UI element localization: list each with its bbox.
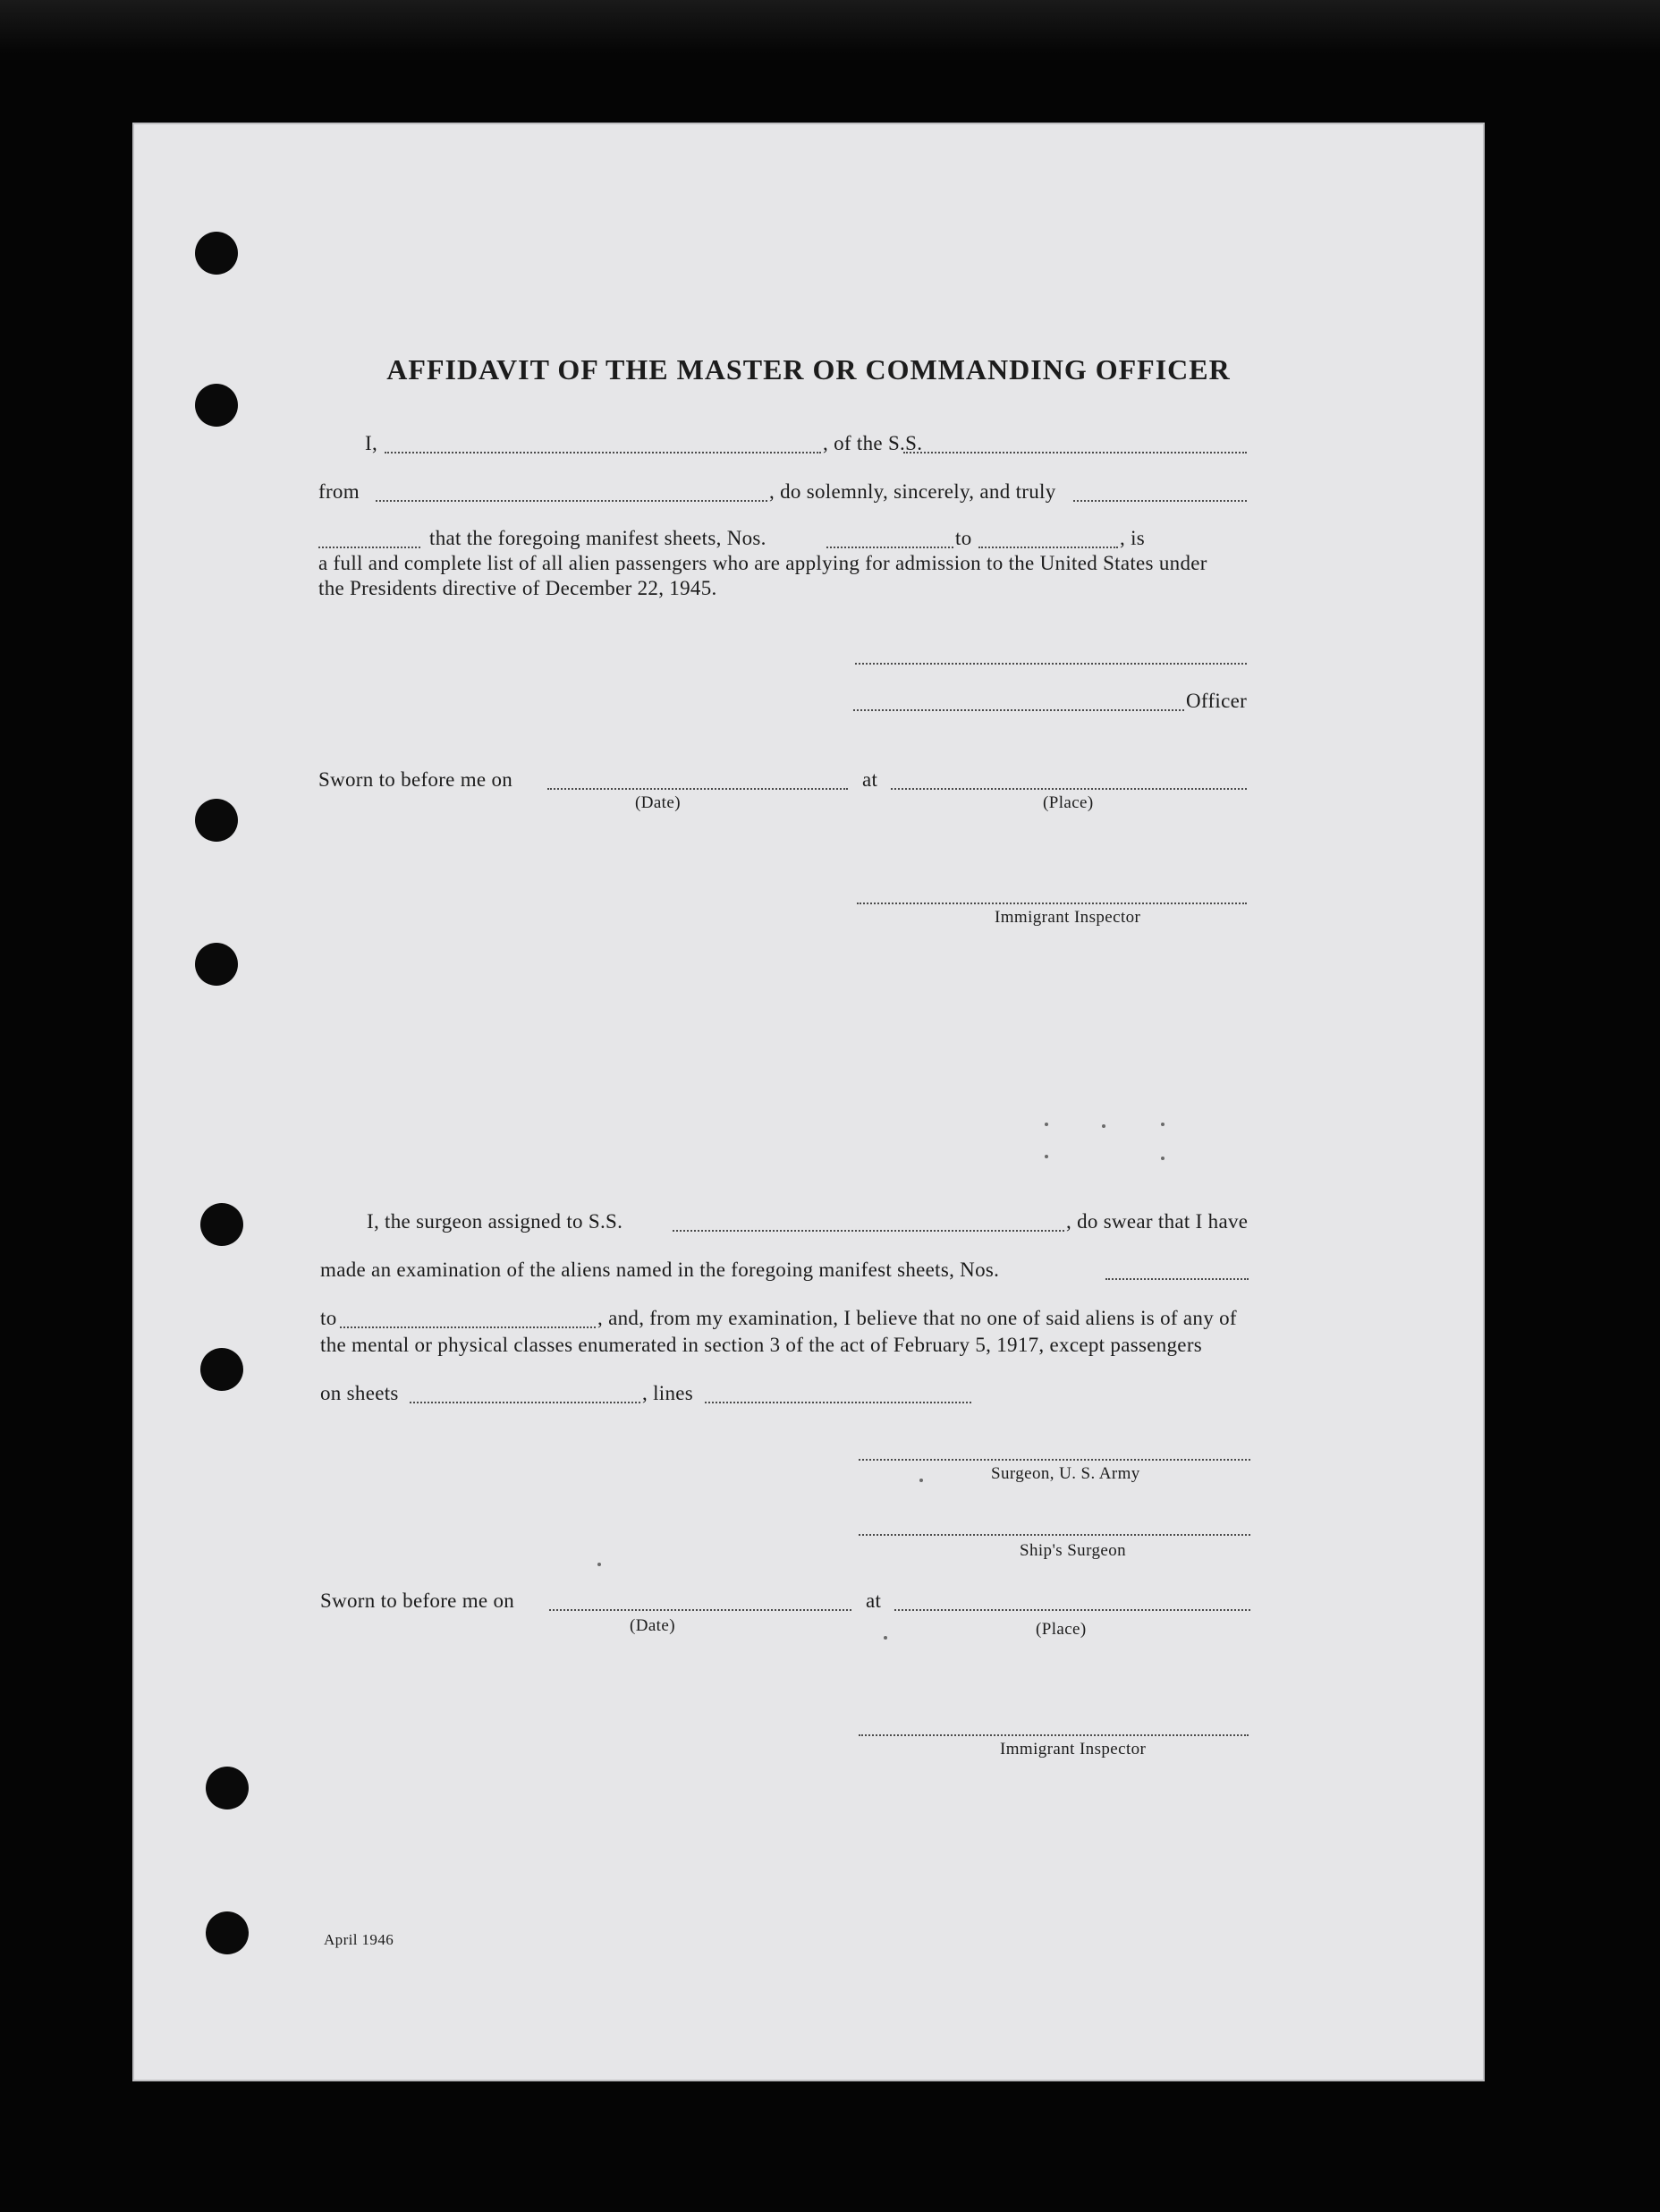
inspector-signature-field[interactable] [859,1734,1249,1736]
sworn-place-field[interactable] [891,788,1247,790]
place-caption: (Place) [1036,1620,1087,1639]
master-oath-field[interactable] [1073,500,1247,502]
surgeon-line: , do swear that I have [1066,1210,1249,1233]
surgeon-line: , and, from my examination, I believe that no one of said aliens is of any of [597,1307,1237,1329]
punch-hole [200,1203,243,1246]
master-nos-from-field[interactable] [826,547,953,548]
scan-speck [919,1479,923,1482]
surgeon-line: , lines [642,1382,694,1404]
form-date: April 1946 [324,1931,394,1948]
surgeon-line: on sheets [320,1382,399,1404]
master-name-field[interactable] [385,452,821,453]
officer-label: Officer [1186,690,1248,712]
army-surgeon-caption: Surgeon, U. S. Army [991,1464,1140,1483]
scan-speck [1161,1123,1165,1126]
scan-speck [1161,1157,1165,1160]
master-statement-line: the Presidents directive of December 22, 1945. [318,577,717,599]
punch-hole [195,384,238,427]
surgeon-lines-field[interactable] [705,1402,971,1403]
sworn-date-field[interactable] [549,1609,851,1611]
surgeon-sheets-field[interactable] [410,1402,640,1403]
punch-hole [206,1911,249,1954]
master-foregoing: that the foregoing manifest sheets, Nos. [429,527,766,549]
surgeon-line: made an examination of the aliens named in the foregoing manifest sheets, Nos. [320,1259,1000,1281]
master-from: from [318,480,360,503]
date-caption: (Date) [635,793,681,812]
form-page [132,123,1485,2081]
inspector-caption: Immigrant Inspector [995,908,1141,927]
date-caption: (Date) [630,1616,675,1635]
inspector-caption: Immigrant Inspector [1000,1740,1147,1759]
surgeon-line: to [320,1307,337,1329]
surgeon-nos-to-field[interactable] [340,1326,596,1328]
master-is: , is [1120,527,1146,549]
surgeon-ship-field[interactable] [673,1230,1064,1232]
place-caption: (Place) [1043,793,1094,812]
officer-signature-field[interactable] [853,709,1184,711]
surgeon-nos-from-field[interactable] [1105,1278,1249,1280]
sworn-label: Sworn to before me on [318,768,513,791]
master-signature-field[interactable] [855,663,1247,665]
punch-hole [195,799,238,842]
scan-border [0,0,1660,54]
surgeon-line: the mental or physical classes enumerated in section 3 of the act of February 5, 1917, except passengers [320,1334,1203,1356]
scan-speck [597,1563,601,1566]
sworn-at: at [866,1589,882,1612]
master-ship-field[interactable] [903,452,1247,453]
army-surgeon-signature-field[interactable] [859,1459,1250,1461]
punch-hole [195,943,238,986]
scan-speck [1045,1123,1048,1126]
scan-speck [1045,1155,1048,1158]
master-statement-line: a full and complete list of all alien passengers who are applying for admission to the United States under [318,552,1207,574]
punch-hole [206,1767,249,1809]
sworn-date-field[interactable] [547,788,848,790]
inspector-signature-field[interactable] [857,903,1247,904]
sworn-label: Sworn to before me on [320,1589,515,1612]
sworn-at: at [862,768,878,791]
master-from-field[interactable] [376,500,767,502]
punch-hole [195,232,238,275]
master-solemnly: , do solemnly, sincerely, and truly [769,480,1056,503]
sworn-place-field[interactable] [894,1609,1250,1611]
master-nos-to-field[interactable] [978,547,1118,548]
master-declare-field[interactable] [318,547,420,548]
master-i: I, [365,432,378,454]
punch-hole [200,1348,243,1391]
scan-speck [1102,1124,1105,1128]
scan-speck [884,1636,887,1640]
surgeon-line: I, the surgeon assigned to S.S. [367,1210,623,1233]
master-to: to [955,527,972,549]
form-title: AFFIDAVIT OF THE MASTER OR COMMANDING OFFICER [386,353,1231,386]
ships-surgeon-signature-field[interactable] [859,1534,1250,1536]
ships-surgeon-caption: Ship's Surgeon [1020,1541,1126,1560]
master-of-ss: , of the S.S. [823,432,923,454]
